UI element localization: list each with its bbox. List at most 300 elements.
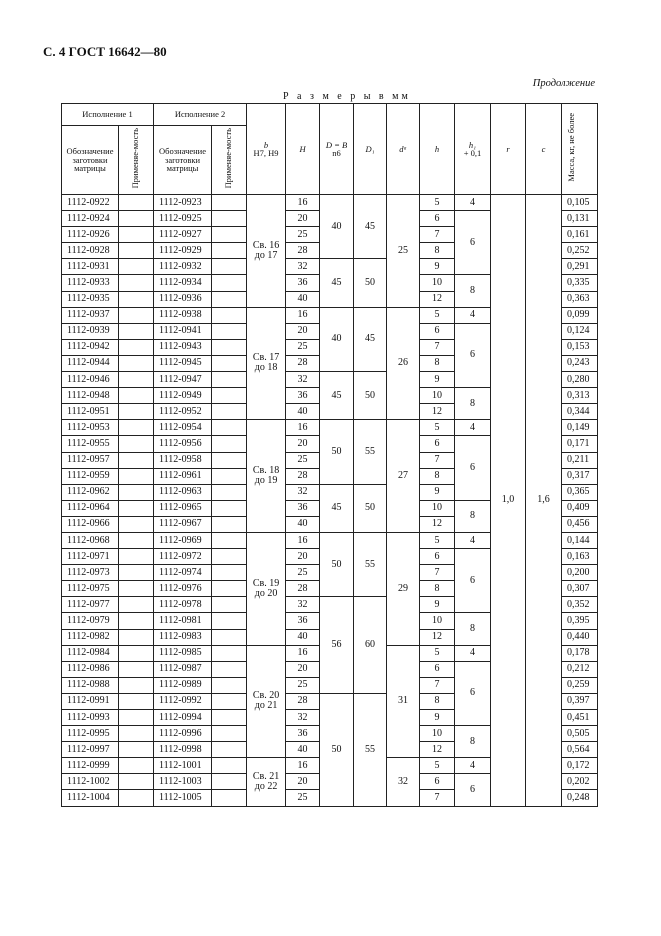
v1-applicability bbox=[119, 516, 154, 532]
v1-applicability bbox=[119, 726, 154, 742]
v2-applicability bbox=[212, 307, 247, 323]
h-value: 12 bbox=[420, 404, 455, 420]
H-value: 40 bbox=[286, 742, 320, 758]
v2-designation: 1112-0943 bbox=[154, 339, 212, 355]
H-value: 20 bbox=[286, 323, 320, 339]
v2-applicability bbox=[212, 291, 247, 307]
DB-value: 50 bbox=[320, 693, 354, 806]
v2-designation: 1112-0996 bbox=[154, 726, 212, 742]
DB-value: 50 bbox=[320, 420, 354, 484]
v1-designation: 1112-0926 bbox=[62, 227, 119, 243]
v1-designation: 1112-0999 bbox=[62, 758, 119, 774]
d-value: 31 bbox=[387, 645, 420, 758]
mass-value: 0,252 bbox=[562, 243, 598, 259]
H-value: 20 bbox=[286, 774, 320, 790]
v2-applicability bbox=[212, 436, 247, 452]
DB-value: 56 bbox=[320, 597, 354, 694]
H-value: 16 bbox=[286, 195, 320, 211]
h-value: 8 bbox=[420, 468, 455, 484]
col-h1 bbox=[455, 104, 491, 195]
v1-designation: 1112-0933 bbox=[62, 275, 119, 291]
H-value: 36 bbox=[286, 500, 320, 516]
v2-designation: 1112-0927 bbox=[154, 227, 212, 243]
col-h1-symbol: h₁ bbox=[468, 139, 477, 150]
h-value: 10 bbox=[420, 500, 455, 516]
v1-designation: 1112-0975 bbox=[62, 581, 119, 597]
v1-applicability bbox=[119, 565, 154, 581]
H-value: 25 bbox=[286, 790, 320, 806]
h-value: 9 bbox=[420, 484, 455, 500]
mass-value: 0,161 bbox=[562, 227, 598, 243]
mass-value: 0,451 bbox=[562, 710, 598, 726]
table-body bbox=[62, 195, 598, 807]
v2-designation: 1112-0989 bbox=[154, 677, 212, 693]
v1-applicability bbox=[119, 758, 154, 774]
h-value: 7 bbox=[420, 452, 455, 468]
v1-designation: 1112-0991 bbox=[62, 693, 119, 709]
v1-designation: 1112-0973 bbox=[62, 565, 119, 581]
v2-applicability bbox=[212, 581, 247, 597]
mass-value: 0,344 bbox=[562, 404, 598, 420]
DB-value: 40 bbox=[320, 195, 354, 259]
h-value: 10 bbox=[420, 388, 455, 404]
v2-designation: 1112-0983 bbox=[154, 629, 212, 645]
H-value: 25 bbox=[286, 677, 320, 693]
mass-value: 0,307 bbox=[562, 581, 598, 597]
D1-value: 50 bbox=[354, 372, 387, 420]
H-value: 32 bbox=[286, 710, 320, 726]
v1-designation: 1112-1004 bbox=[62, 790, 119, 806]
b-range: Св. 18 до 19 bbox=[247, 420, 286, 533]
v1-applicability bbox=[119, 243, 154, 259]
D1-value: 50 bbox=[354, 259, 387, 307]
h-value: 12 bbox=[420, 629, 455, 645]
v2-applicability bbox=[212, 243, 247, 259]
v1-designation: 1112-0959 bbox=[62, 468, 119, 484]
col-DB-symbol: D = B bbox=[325, 139, 348, 150]
h-value: 12 bbox=[420, 516, 455, 532]
v2-applicability bbox=[212, 774, 247, 790]
dimensions-note: Р а з м е р ы в мм bbox=[283, 91, 411, 102]
v1-applicability bbox=[119, 742, 154, 758]
DB-value: 45 bbox=[320, 484, 354, 532]
v2-applicability bbox=[212, 645, 247, 661]
v2-designation: 1112-0987 bbox=[154, 661, 212, 677]
h-value: 6 bbox=[420, 774, 455, 790]
d-value: 26 bbox=[387, 307, 420, 420]
v1-designation: 1112-1002 bbox=[62, 774, 119, 790]
v1-applicability bbox=[119, 549, 154, 565]
v2-designation: 1112-0925 bbox=[154, 211, 212, 227]
b-range: Св. 20 до 21 bbox=[247, 645, 286, 758]
v2-applicability bbox=[212, 388, 247, 404]
h-value: 7 bbox=[420, 339, 455, 355]
v1-designation: 1112-0924 bbox=[62, 211, 119, 227]
v2-designation: 1112-0976 bbox=[154, 581, 212, 597]
v1-designation: 1112-0979 bbox=[62, 613, 119, 629]
v2-applicability bbox=[212, 484, 247, 500]
v2-designation: 1112-0974 bbox=[154, 565, 212, 581]
v1-designation: 1112-0971 bbox=[62, 549, 119, 565]
mass-value: 0,149 bbox=[562, 420, 598, 436]
H-value: 28 bbox=[286, 243, 320, 259]
v1-designation: 1112-0997 bbox=[62, 742, 119, 758]
H-value: 28 bbox=[286, 468, 320, 484]
v1-applicability bbox=[119, 468, 154, 484]
v2-designation: 1112-0994 bbox=[154, 710, 212, 726]
v2-designation: 1112-0947 bbox=[154, 372, 212, 388]
h1-value: 8 bbox=[455, 613, 491, 645]
v1-applicability bbox=[119, 404, 154, 420]
v2-designation: 1112-0956 bbox=[154, 436, 212, 452]
v1-applicability bbox=[119, 693, 154, 709]
H-value: 36 bbox=[286, 275, 320, 291]
v1-applicability bbox=[119, 291, 154, 307]
H-value: 25 bbox=[286, 227, 320, 243]
h-value: 9 bbox=[420, 259, 455, 275]
mass-value: 0,317 bbox=[562, 468, 598, 484]
h-value: 9 bbox=[420, 597, 455, 613]
H-value: 25 bbox=[286, 565, 320, 581]
H-value: 40 bbox=[286, 629, 320, 645]
v1-designation: 1112-0951 bbox=[62, 404, 119, 420]
H-value: 28 bbox=[286, 693, 320, 709]
v2-designation: 1112-0998 bbox=[154, 742, 212, 758]
v1-designation: 1112-0966 bbox=[62, 516, 119, 532]
v1-designation: 1112-0986 bbox=[62, 661, 119, 677]
H-value: 40 bbox=[286, 291, 320, 307]
H-value: 20 bbox=[286, 436, 320, 452]
col-v1-designation: Обозначение заготовки матрицы bbox=[62, 126, 119, 195]
v1-designation: 1112-0953 bbox=[62, 420, 119, 436]
v2-designation: 1112-0961 bbox=[154, 468, 212, 484]
page-header: С. 4 ГОСТ 16642—80 bbox=[43, 44, 167, 59]
v1-designation: 1112-0993 bbox=[62, 710, 119, 726]
v2-designation: 1112-0941 bbox=[154, 323, 212, 339]
col-h1-tol: + 0,1 bbox=[463, 148, 482, 158]
col-mass bbox=[562, 104, 598, 195]
v1-applicability bbox=[119, 227, 154, 243]
col-v1-applicability-label: Применяе-мость bbox=[130, 128, 141, 189]
v2-designation: 1112-0923 bbox=[154, 195, 212, 211]
mass-value: 0,280 bbox=[562, 372, 598, 388]
v2-applicability bbox=[212, 758, 247, 774]
mass-value: 0,564 bbox=[562, 742, 598, 758]
mass-value: 0,099 bbox=[562, 307, 598, 323]
H-value: 28 bbox=[286, 581, 320, 597]
mass-value: 0,163 bbox=[562, 549, 598, 565]
D1-value: 50 bbox=[354, 484, 387, 532]
v2-applicability bbox=[212, 372, 247, 388]
v2-applicability bbox=[212, 195, 247, 211]
col-v2-applicability-label: Применяе-мость bbox=[223, 128, 234, 189]
H-value: 16 bbox=[286, 532, 320, 548]
v1-applicability bbox=[119, 790, 154, 806]
h-value: 8 bbox=[420, 355, 455, 371]
continuation-label: Продолжение bbox=[532, 78, 595, 89]
h1-value: 6 bbox=[455, 549, 491, 613]
v1-designation: 1112-0968 bbox=[62, 532, 119, 548]
v1-applicability bbox=[119, 355, 154, 371]
mass-value: 0,243 bbox=[562, 355, 598, 371]
v2-applicability bbox=[212, 516, 247, 532]
H-value: 40 bbox=[286, 404, 320, 420]
v2-applicability bbox=[212, 790, 247, 806]
H-value: 16 bbox=[286, 645, 320, 661]
col-b-tol: Н7, Н9 bbox=[253, 148, 279, 158]
v2-applicability bbox=[212, 549, 247, 565]
DB-value: 45 bbox=[320, 259, 354, 307]
v1-applicability bbox=[119, 452, 154, 468]
b-range: Св. 19 до 20 bbox=[247, 532, 286, 645]
v2-applicability bbox=[212, 500, 247, 516]
v2-applicability bbox=[212, 404, 247, 420]
v2-designation: 1112-0945 bbox=[154, 355, 212, 371]
H-value: 36 bbox=[286, 388, 320, 404]
d-value: 25 bbox=[387, 195, 420, 308]
DB-value: 45 bbox=[320, 372, 354, 420]
h-value: 8 bbox=[420, 693, 455, 709]
h1-value: 8 bbox=[455, 500, 491, 532]
group-header-2: Исполнение 2 bbox=[154, 104, 247, 126]
D1-value: 45 bbox=[354, 195, 387, 259]
b-range: Св. 16 до 17 bbox=[247, 195, 286, 308]
col-h: h bbox=[420, 104, 455, 195]
h-value: 12 bbox=[420, 742, 455, 758]
b-range: Св. 17 до 18 bbox=[247, 307, 286, 420]
v2-designation: 1112-0938 bbox=[154, 307, 212, 323]
col-b-symbol: b bbox=[263, 139, 269, 150]
dimensions-table bbox=[61, 103, 598, 807]
col-v2-designation: Обозначение заготовки матрицы bbox=[154, 126, 212, 195]
v1-designation: 1112-0964 bbox=[62, 500, 119, 516]
v2-designation: 1112-0952 bbox=[154, 404, 212, 420]
table-row bbox=[62, 195, 598, 211]
h-value: 7 bbox=[420, 227, 455, 243]
d-value: 29 bbox=[387, 532, 420, 645]
v1-applicability bbox=[119, 420, 154, 436]
v2-applicability bbox=[212, 532, 247, 548]
h1-value: 6 bbox=[455, 211, 491, 275]
v1-applicability bbox=[119, 323, 154, 339]
h1-value: 4 bbox=[455, 307, 491, 323]
v2-applicability bbox=[212, 259, 247, 275]
H-value: 36 bbox=[286, 726, 320, 742]
mass-value: 0,505 bbox=[562, 726, 598, 742]
mass-value: 0,352 bbox=[562, 597, 598, 613]
v2-designation: 1112-1003 bbox=[154, 774, 212, 790]
v1-applicability bbox=[119, 774, 154, 790]
DB-value: 50 bbox=[320, 532, 354, 596]
h1-value: 4 bbox=[455, 758, 491, 774]
v1-designation: 1112-0957 bbox=[62, 452, 119, 468]
mass-value: 0,172 bbox=[562, 758, 598, 774]
col-D1: D₁ bbox=[354, 104, 387, 195]
mass-value: 0,409 bbox=[562, 500, 598, 516]
H-value: 25 bbox=[286, 339, 320, 355]
h1-value: 4 bbox=[455, 195, 491, 211]
h-value: 8 bbox=[420, 243, 455, 259]
v2-applicability bbox=[212, 677, 247, 693]
col-r: r bbox=[491, 104, 526, 195]
H-value: 25 bbox=[286, 452, 320, 468]
v1-applicability bbox=[119, 211, 154, 227]
h-value: 5 bbox=[420, 420, 455, 436]
h-value: 5 bbox=[420, 532, 455, 548]
mass-value: 0,365 bbox=[562, 484, 598, 500]
col-H: H bbox=[286, 104, 320, 195]
v2-designation: 1112-0949 bbox=[154, 388, 212, 404]
h-value: 5 bbox=[420, 758, 455, 774]
v2-applicability bbox=[212, 742, 247, 758]
H-value: 16 bbox=[286, 420, 320, 436]
mass-value: 0,131 bbox=[562, 211, 598, 227]
h1-value: 8 bbox=[455, 388, 491, 420]
h1-value: 6 bbox=[455, 436, 491, 500]
mass-value: 0,212 bbox=[562, 661, 598, 677]
H-value: 32 bbox=[286, 597, 320, 613]
h-value: 7 bbox=[420, 790, 455, 806]
D1-value: 55 bbox=[354, 420, 387, 484]
b-range: Св. 21 до 22 bbox=[247, 758, 286, 806]
v2-designation: 1112-0978 bbox=[154, 597, 212, 613]
v1-applicability bbox=[119, 500, 154, 516]
h-value: 7 bbox=[420, 677, 455, 693]
v2-applicability bbox=[212, 726, 247, 742]
h1-value: 8 bbox=[455, 275, 491, 307]
mass-value: 0,211 bbox=[562, 452, 598, 468]
h-value: 8 bbox=[420, 581, 455, 597]
v1-designation: 1112-0922 bbox=[62, 195, 119, 211]
mass-value: 0,440 bbox=[562, 629, 598, 645]
mass-value: 0,153 bbox=[562, 339, 598, 355]
v2-designation: 1112-0969 bbox=[154, 532, 212, 548]
mass-value: 0,395 bbox=[562, 613, 598, 629]
h1-value: 6 bbox=[455, 323, 491, 387]
mass-value: 0,397 bbox=[562, 693, 598, 709]
H-value: 40 bbox=[286, 516, 320, 532]
v2-applicability bbox=[212, 597, 247, 613]
v1-applicability bbox=[119, 372, 154, 388]
col-DB bbox=[320, 104, 354, 195]
mass-value: 0,335 bbox=[562, 275, 598, 291]
v1-applicability bbox=[119, 710, 154, 726]
mass-value: 0,291 bbox=[562, 259, 598, 275]
mass-value: 0,456 bbox=[562, 516, 598, 532]
v1-designation: 1112-0984 bbox=[62, 645, 119, 661]
h-value: 5 bbox=[420, 645, 455, 661]
v2-designation: 1112-0963 bbox=[154, 484, 212, 500]
mass-value: 0,178 bbox=[562, 645, 598, 661]
H-value: 36 bbox=[286, 613, 320, 629]
group-header-1: Исполнение 1 bbox=[62, 104, 154, 126]
v1-applicability bbox=[119, 307, 154, 323]
mass-value: 0,105 bbox=[562, 195, 598, 211]
mass-value: 0,363 bbox=[562, 291, 598, 307]
mass-value: 0,124 bbox=[562, 323, 598, 339]
mass-value: 0,200 bbox=[562, 565, 598, 581]
v1-applicability bbox=[119, 339, 154, 355]
v2-applicability bbox=[212, 323, 247, 339]
col-c: c bbox=[526, 104, 562, 195]
v2-applicability bbox=[212, 613, 247, 629]
h-value: 6 bbox=[420, 211, 455, 227]
v1-designation: 1112-0942 bbox=[62, 339, 119, 355]
v2-applicability bbox=[212, 629, 247, 645]
v1-designation: 1112-0988 bbox=[62, 677, 119, 693]
v2-designation: 1112-0936 bbox=[154, 291, 212, 307]
col-mass-label: Масса, кг, не более bbox=[565, 113, 576, 182]
v1-designation: 1112-0962 bbox=[62, 484, 119, 500]
h-value: 6 bbox=[420, 436, 455, 452]
mass-value: 0,313 bbox=[562, 388, 598, 404]
col-v2-applicability bbox=[212, 126, 247, 195]
v1-applicability bbox=[119, 645, 154, 661]
h-value: 6 bbox=[420, 549, 455, 565]
D1-value: 55 bbox=[354, 532, 387, 596]
h1-value: 4 bbox=[455, 532, 491, 548]
v1-applicability bbox=[119, 597, 154, 613]
D1-value: 60 bbox=[354, 597, 387, 694]
v2-designation: 1112-0967 bbox=[154, 516, 212, 532]
h-value: 6 bbox=[420, 323, 455, 339]
H-value: 28 bbox=[286, 355, 320, 371]
mass-value: 0,202 bbox=[562, 774, 598, 790]
r-value: 1,0 bbox=[491, 195, 526, 807]
D1-value: 55 bbox=[354, 693, 387, 806]
v2-designation: 1112-0981 bbox=[154, 613, 212, 629]
h-value: 10 bbox=[420, 613, 455, 629]
h-value: 5 bbox=[420, 307, 455, 323]
mass-value: 0,171 bbox=[562, 436, 598, 452]
v2-applicability bbox=[212, 693, 247, 709]
H-value: 20 bbox=[286, 549, 320, 565]
v2-applicability bbox=[212, 339, 247, 355]
v1-designation: 1112-0955 bbox=[62, 436, 119, 452]
h-value: 10 bbox=[420, 726, 455, 742]
v1-designation: 1112-0928 bbox=[62, 243, 119, 259]
v2-applicability bbox=[212, 452, 247, 468]
v2-designation: 1112-0992 bbox=[154, 693, 212, 709]
h-value: 9 bbox=[420, 710, 455, 726]
v2-designation: 1112-0929 bbox=[154, 243, 212, 259]
h1-value: 8 bbox=[455, 726, 491, 758]
v2-applicability bbox=[212, 227, 247, 243]
v2-applicability bbox=[212, 565, 247, 581]
v1-designation: 1112-0939 bbox=[62, 323, 119, 339]
v2-applicability bbox=[212, 211, 247, 227]
v1-applicability bbox=[119, 532, 154, 548]
h-value: 9 bbox=[420, 372, 455, 388]
H-value: 20 bbox=[286, 661, 320, 677]
v1-applicability bbox=[119, 677, 154, 693]
mass-value: 0,144 bbox=[562, 532, 598, 548]
v2-designation: 1112-1005 bbox=[154, 790, 212, 806]
v1-designation: 1112-0937 bbox=[62, 307, 119, 323]
v1-applicability bbox=[119, 484, 154, 500]
v1-designation: 1112-0948 bbox=[62, 388, 119, 404]
H-value: 32 bbox=[286, 372, 320, 388]
v2-designation: 1112-0972 bbox=[154, 549, 212, 565]
v1-designation: 1112-0946 bbox=[62, 372, 119, 388]
col-DB-tol: n6 bbox=[332, 148, 341, 158]
v1-designation: 1112-0931 bbox=[62, 259, 119, 275]
v2-designation: 1112-1001 bbox=[154, 758, 212, 774]
v1-designation: 1112-0995 bbox=[62, 726, 119, 742]
v2-applicability bbox=[212, 355, 247, 371]
col-v1-applicability bbox=[119, 126, 154, 195]
H-value: 20 bbox=[286, 211, 320, 227]
